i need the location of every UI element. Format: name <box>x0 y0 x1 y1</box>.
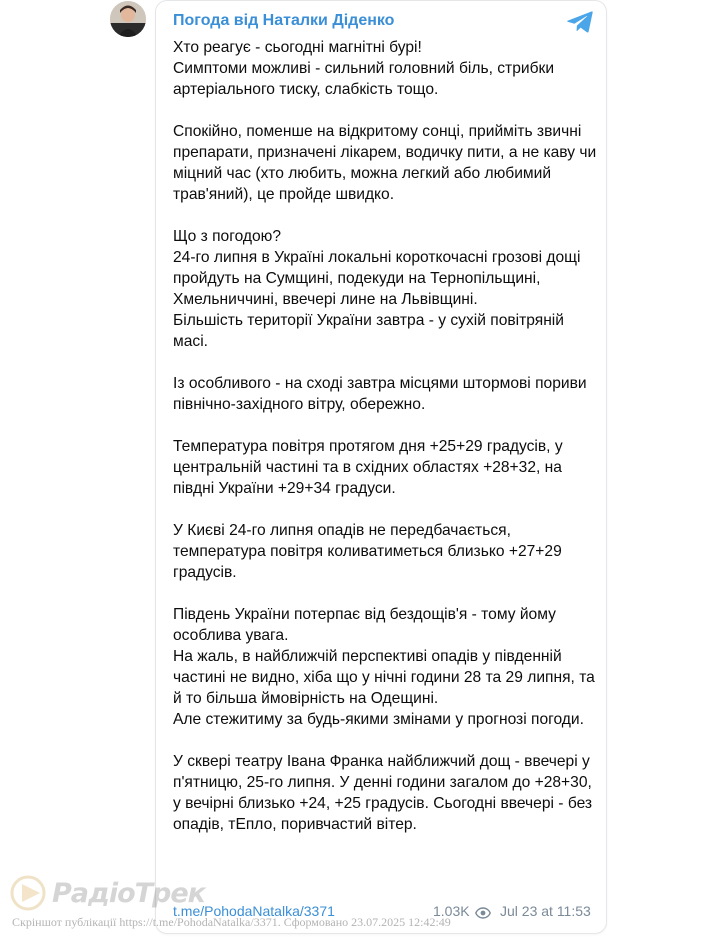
message-paragraph: У Києві 24-го липня опадів не передбачається, температура повітря коливатиметься близько +27+29 градусів. <box>173 522 562 581</box>
view-count: 1.03K <box>433 903 470 919</box>
message-paragraph: Хто реагує - сьогодні магнітні бурі! Симптоми можливі - сильний головний біль, стрибки артеріального тиску, слабкість тощо. <box>173 39 555 98</box>
message-text <box>173 37 598 835</box>
message-paragraph: Спокійно, поменше на відкритому сонці, прийміть звичні препарати, призначені лікарем, водичку пити, а не каву чи міцний час (хто любить, можна легкий або любимий трав'яний), це пройде швидко. <box>173 123 597 203</box>
message-paragraph: Південь України потерпає від бездощів'я - тому йому особлива увага. На жаль, в найближчій перспективі опадів у південній частині не видно, хіба що у нічні години 28 та 29 липня, та й то більша ймовірність на Одещині. Але стежитиму за будь-якими змінами у прогнозі погоди. <box>173 606 595 728</box>
post-link[interactable]: t.me/PohodaNatalka/3371 <box>173 903 335 919</box>
radio-play-icon <box>10 875 50 911</box>
post-date[interactable]: Jul 23 at 11:53 <box>500 903 591 919</box>
message-paragraph: Температура повітря протягом дня +25+29 градусів, у центральній частині та в східних областях +28+32, на півдні України +29+34 градуси. <box>173 438 563 497</box>
message-paragraph: Що з погодою? 24-го липня в Україні локальні короткочасні грозові дощі пройдуть на Сумщині, подекуди на Тернопільщині, Хмельниччині, ввечері лине на Львівщині. Більшість території України завтра - у сухій повітряній масі. <box>173 228 581 350</box>
channel-name-link[interactable]: Погода від Наталки Діденко <box>173 12 395 29</box>
message-paragraph: Із особливого - на сході завтра місцями штормові пориви північно-західного вітру, обережно. <box>173 375 587 413</box>
channel-avatar[interactable] <box>110 1 146 37</box>
message-paragraph: У сквері театру Івана Франка найближчий дощ - ввечері у п'ятницю, 25-го липня. У денні години загалом до +28+30, у вечірні близько +24, +25 градусів. Сьогодні ввечері - без опадів, тЕпло, поривчастий вітер. <box>173 753 593 833</box>
telegram-icon[interactable] <box>566 10 594 34</box>
eye-icon <box>475 906 491 918</box>
watermark-brand: РадіоТрек <box>52 878 205 909</box>
screenshot-caption: Скріншот публікації https://t.me/PohodaNatalka/3371. Сформовано 23.07.2025 12:42:49 <box>12 915 451 929</box>
